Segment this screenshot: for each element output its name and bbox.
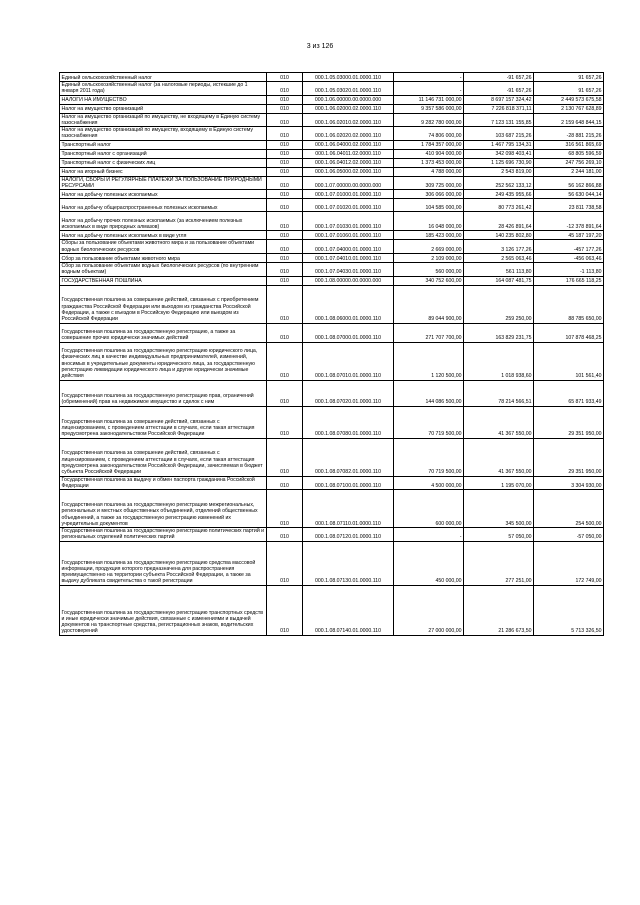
row-code: 010 <box>267 253 303 262</box>
table-row <box>60 73 604 82</box>
revenue-table <box>59 72 604 636</box>
row-executed: 164 087 481,75 <box>464 276 534 285</box>
row-unexecuted: 23 811 738,58 <box>534 199 604 212</box>
table-row <box>60 113 604 127</box>
row-name: Единый сельскохозяйственный налог <box>60 73 267 82</box>
row-name: Государственная пошлина за выдачу и обмен паспорта гражданина Российской Федерации <box>60 476 267 490</box>
row-name: Государственная пошлина за государственную регистрацию средства массовой информации, продукция которого предназначена для распространения преимущественно на территории субъекта Российской Федерации, а также за выдачу дубликата свидетельства о такой регистрации <box>60 541 267 585</box>
row-approved: - <box>394 528 464 542</box>
row-kbk: 000.1.07.00000.00.0000.000 <box>303 176 394 190</box>
row-kbk: 000.1.07.04000.01.0000.110 <box>303 240 394 254</box>
row-approved: 410 904 000,00 <box>394 149 464 158</box>
row-unexecuted: 5 713 326,50 <box>534 585 604 635</box>
row-code: 010 <box>267 167 303 176</box>
row-unexecuted: 254 500,00 <box>534 490 604 528</box>
row-executed: 2 565 063,46 <box>464 253 534 262</box>
row-approved: 104 585 000,00 <box>394 199 464 212</box>
row-code: 010 <box>267 199 303 212</box>
row-kbk: 000.1.07.04010.01.0000.110 <box>303 253 394 262</box>
row-approved: 4 788 000,00 <box>394 167 464 176</box>
row-code: 010 <box>267 113 303 127</box>
row-approved: 11 146 731 000,00 <box>394 95 464 104</box>
table-row <box>60 285 604 323</box>
row-executed: 41 367 550,00 <box>464 438 534 476</box>
row-kbk: 000.1.06.05000.02.0000.110 <box>303 167 394 176</box>
row-approved: 4 500 000,00 <box>394 476 464 490</box>
table-row <box>60 342 604 380</box>
table-row <box>60 140 604 149</box>
row-approved: 89 044 900,00 <box>394 285 464 323</box>
row-name: Налог на добычу прочих полезных ископаемых (за исключением полезных ископаемых в виде природных алмазов) <box>60 212 267 231</box>
row-kbk: 000.1.08.00000.00.0000.000 <box>303 276 394 285</box>
table-row <box>60 253 604 262</box>
row-executed: 140 235 802,80 <box>464 231 534 240</box>
row-code: 010 <box>267 212 303 231</box>
table-row <box>60 149 604 158</box>
row-executed: 57 050,00 <box>464 528 534 542</box>
row-executed: 249 435 955,66 <box>464 190 534 199</box>
row-name: ГОСУДАРСТВЕННАЯ ПОШЛИНА <box>60 276 267 285</box>
row-executed: 259 250,00 <box>464 285 534 323</box>
revenue-table-body <box>60 73 604 636</box>
row-name: Налог на имущество организаций по имуществу, не входящему в Единую систему газоснабжения <box>60 113 267 127</box>
row-executed: 28 426 891,64 <box>464 212 534 231</box>
row-approved: 16 048 000,00 <box>394 212 464 231</box>
row-code: 010 <box>267 342 303 380</box>
row-code: 010 <box>267 276 303 285</box>
row-code: 010 <box>267 95 303 104</box>
row-approved: 560 000,00 <box>394 262 464 276</box>
row-code: 010 <box>267 140 303 149</box>
row-unexecuted: -12 378 891,64 <box>534 212 604 231</box>
table-row <box>60 190 604 199</box>
row-name: НАЛОГИ, СБОРЫ И РЕГУЛЯРНЫЕ ПЛАТЕЖИ ЗА ПОЛЬЗОВАНИЕ ПРИРОДНЫМИ РЕСУРСАМИ <box>60 176 267 190</box>
row-name: Налог на игорный бизнес <box>60 167 267 176</box>
row-executed: 277 251,00 <box>464 541 534 585</box>
row-code: 010 <box>267 149 303 158</box>
row-approved: 2 109 000,00 <box>394 253 464 262</box>
row-kbk: 000.1.07.01000.01.0000.110 <box>303 190 394 199</box>
row-unexecuted: 68 805 596,59 <box>534 149 604 158</box>
row-approved: 340 752 600,00 <box>394 276 464 285</box>
row-code: 010 <box>267 380 303 406</box>
table-row <box>60 476 604 490</box>
row-kbk: 000.1.08.07130.01.0000.110 <box>303 541 394 585</box>
row-kbk: 000.1.06.04011.02.0000.110 <box>303 149 394 158</box>
row-approved: 1 784 357 000,00 <box>394 140 464 149</box>
row-kbk: 000.1.07.01060.01.0000.110 <box>303 231 394 240</box>
row-executed: -91 657,26 <box>464 82 534 96</box>
row-approved: 185 423 000,00 <box>394 231 464 240</box>
row-approved: 9 357 586 000,00 <box>394 104 464 113</box>
row-name: Транспортный налог <box>60 140 267 149</box>
row-unexecuted: 316 561 865,69 <box>534 140 604 149</box>
row-code: 010 <box>267 158 303 167</box>
row-name: Единый сельскохозяйственный налог (за налоговые периоды, истекшие до 1 января 2011 года) <box>60 82 267 96</box>
row-unexecuted: 65 871 933,49 <box>534 380 604 406</box>
row-unexecuted: 2 130 767 628,89 <box>534 104 604 113</box>
row-code: 010 <box>267 323 303 342</box>
row-name: Государственная пошлина за совершение действий, связанных с приобретением гражданства Российской Федерации или выходом из гражданства Российской Федерации, а также с въездом в Российскую Федерацию или выездом из Российской Федерации <box>60 285 267 323</box>
row-name: Государственная пошлина за государственную регистрацию политических партий и региональных отделений политических партий <box>60 528 267 542</box>
row-name: Транспортный налог с физических лиц <box>60 158 267 167</box>
row-kbk: 000.1.06.04012.02.0000.110 <box>303 158 394 167</box>
table-row <box>60 104 604 113</box>
row-executed: 8 697 157 324,42 <box>464 95 534 104</box>
table-row <box>60 323 604 342</box>
row-kbk: 000.1.06.00000.00.0000.000 <box>303 95 394 104</box>
row-executed: 345 500,00 <box>464 490 534 528</box>
table-row <box>60 95 604 104</box>
row-unexecuted: -28 881 215,26 <box>534 127 604 141</box>
row-kbk: 000.1.05.03020.01.0000.110 <box>303 82 394 96</box>
row-kbk: 000.1.08.07020.01.0000.110 <box>303 380 394 406</box>
row-kbk: 000.1.08.07100.01.0000.110 <box>303 476 394 490</box>
table-row <box>60 262 604 276</box>
row-unexecuted: -456 063,46 <box>534 253 604 262</box>
row-executed: 21 286 673,50 <box>464 585 534 635</box>
row-kbk: 000.1.07.04030.01.0000.110 <box>303 262 394 276</box>
row-kbk: 000.1.08.07000.01.0000.110 <box>303 323 394 342</box>
row-code: 010 <box>267 585 303 635</box>
row-name: Государственная пошлина за совершение действий, связанных с лицензированием, с проведением аттестации в случаях, если такая аттестация предусмотрена законодательством Российской Федерации, зачисляемая в бюджет субъекта Российской Федерации <box>60 438 267 476</box>
row-approved: 70 719 500,00 <box>394 406 464 438</box>
row-name: Транспортный налог с организаций <box>60 149 267 158</box>
row-executed: 561 113,80 <box>464 262 534 276</box>
table-row <box>60 167 604 176</box>
row-kbk: 000.1.08.06000.01.0000.110 <box>303 285 394 323</box>
row-approved: 9 282 780 000,00 <box>394 113 464 127</box>
table-row <box>60 490 604 528</box>
row-unexecuted: 56 162 866,88 <box>534 176 604 190</box>
row-unexecuted: 88 785 650,00 <box>534 285 604 323</box>
table-row <box>60 212 604 231</box>
row-approved: 271 707 700,00 <box>394 323 464 342</box>
row-unexecuted: 176 665 118,25 <box>534 276 604 285</box>
row-executed: 41 367 550,00 <box>464 406 534 438</box>
row-executed: 1 195 070,00 <box>464 476 534 490</box>
table-row <box>60 199 604 212</box>
table-row <box>60 82 604 96</box>
row-code: 010 <box>267 176 303 190</box>
row-unexecuted: 2 244 181,00 <box>534 167 604 176</box>
row-kbk: 000.1.08.07080.01.0000.110 <box>303 406 394 438</box>
row-unexecuted: 2 159 648 844,15 <box>534 113 604 127</box>
row-executed: 252 562 133,12 <box>464 176 534 190</box>
row-unexecuted: -1 113,80 <box>534 262 604 276</box>
row-executed: 7 123 131 155,85 <box>464 113 534 127</box>
row-kbk: 000.1.08.07110.01.0000.110 <box>303 490 394 528</box>
row-code: 010 <box>267 73 303 82</box>
row-code: 010 <box>267 231 303 240</box>
row-name: Налог на добычу полезных ископаемых в виде угля <box>60 231 267 240</box>
row-unexecuted: 101 561,40 <box>534 342 604 380</box>
row-name: Государственная пошлина за государственную регистрацию, а также за совершение прочих юридически значимых действий <box>60 323 267 342</box>
row-approved: 450 000,00 <box>394 541 464 585</box>
row-name: Государственная пошлина за государственную регистрацию транспортных средств и иные юридически значимые действия, связанные с изменениями и выдачей документов на транспортные средства, регистрационных знаков, водительских удостоверений <box>60 585 267 635</box>
row-kbk: 000.1.06.04000.02.0000.110 <box>303 140 394 149</box>
row-unexecuted: 91 657,26 <box>534 82 604 96</box>
row-code: 010 <box>267 490 303 528</box>
row-code: 010 <box>267 528 303 542</box>
row-kbk: 000.1.06.02010.02.0000.110 <box>303 113 394 127</box>
row-kbk: 000.1.06.02000.02.0000.110 <box>303 104 394 113</box>
table-row <box>60 585 604 635</box>
row-executed: 103 687 215,26 <box>464 127 534 141</box>
row-unexecuted: 45 187 197,20 <box>534 231 604 240</box>
row-executed: 2 543 819,00 <box>464 167 534 176</box>
row-code: 010 <box>267 476 303 490</box>
row-name: Налог на добычу общераспространенных полезных ископаемых <box>60 199 267 212</box>
table-row <box>60 231 604 240</box>
row-executed: 1 125 696 730,90 <box>464 158 534 167</box>
table-row <box>60 240 604 254</box>
row-name: Государственная пошлина за государственную регистрацию юридического лица, физических лиц в качестве индивидуальных предпринимателей, изменений, вносимых в учредительные документы юридического лица, за государственную регистрацию ликвидации юридического лица и другие юридически значимые действия <box>60 342 267 380</box>
row-unexecuted: 2 449 573 675,58 <box>534 95 604 104</box>
row-name: НАЛОГИ НА ИМУЩЕСТВО <box>60 95 267 104</box>
row-code: 010 <box>267 285 303 323</box>
row-unexecuted: 107 878 468,25 <box>534 323 604 342</box>
row-code: 010 <box>267 127 303 141</box>
table-row <box>60 541 604 585</box>
row-executed: 342 098 403,41 <box>464 149 534 158</box>
row-name: Налог на имущество организаций <box>60 104 267 113</box>
row-code: 010 <box>267 438 303 476</box>
row-executed: -91 657,26 <box>464 73 534 82</box>
row-approved: - <box>394 73 464 82</box>
row-executed: 1 467 795 134,31 <box>464 140 534 149</box>
row-kbk: 000.1.08.07120.01.0000.110 <box>303 528 394 542</box>
row-executed: 163 829 231,75 <box>464 323 534 342</box>
row-name: Государственная пошлина за государственную регистрацию межрегиональных, региональных и местных общественных объединений, отделений общественных объединений, а также за государственную регистрацию изменений их учредительных документов <box>60 490 267 528</box>
row-executed: 1 018 938,60 <box>464 342 534 380</box>
table-row <box>60 176 604 190</box>
row-kbk: 000.1.05.03000.01.0000.110 <box>303 73 394 82</box>
row-approved: 144 086 500,00 <box>394 380 464 406</box>
row-executed: 7 226 818 371,11 <box>464 104 534 113</box>
row-unexecuted: 56 630 044,14 <box>534 190 604 199</box>
table-row <box>60 406 604 438</box>
row-kbk: 000.1.08.07082.01.0000.110 <box>303 438 394 476</box>
table-row <box>60 438 604 476</box>
row-code: 010 <box>267 240 303 254</box>
row-unexecuted: -457 177,26 <box>534 240 604 254</box>
row-code: 010 <box>267 82 303 96</box>
row-kbk: 000.1.07.01020.01.0000.110 <box>303 199 394 212</box>
row-name: Налог на добычу полезных ископаемых <box>60 190 267 199</box>
row-kbk: 000.1.08.07140.01.0000.110 <box>303 585 394 635</box>
table-row <box>60 127 604 141</box>
row-approved: 600 000,00 <box>394 490 464 528</box>
row-unexecuted: 29 351 950,00 <box>534 406 604 438</box>
row-code: 010 <box>267 104 303 113</box>
row-unexecuted: 247 756 269,10 <box>534 158 604 167</box>
row-unexecuted: 29 351 950,00 <box>534 438 604 476</box>
row-name: Государственная пошлина за государственную регистрацию прав, ограничений (обременений) прав на недвижимое имущество и сделок с ним <box>60 380 267 406</box>
row-executed: 78 214 566,51 <box>464 380 534 406</box>
page-number: 3 из 126 <box>306 43 334 50</box>
table-row <box>60 528 604 542</box>
row-approved: 2 669 000,00 <box>394 240 464 254</box>
row-code: 010 <box>267 262 303 276</box>
row-name: Налог на имущество организаций по имуществу, входящему в Единую систему газоснабжения <box>60 127 267 141</box>
row-approved: 309 725 000,00 <box>394 176 464 190</box>
row-name: Сбор за пользование объектами животного мира <box>60 253 267 262</box>
row-approved: 1 120 500,00 <box>394 342 464 380</box>
row-code: 010 <box>267 406 303 438</box>
row-approved: 27 000 000,00 <box>394 585 464 635</box>
row-kbk: 000.1.08.07010.01.0000.110 <box>303 342 394 380</box>
table-row <box>60 276 604 285</box>
table-row <box>60 380 604 406</box>
row-approved: 306 066 000,00 <box>394 190 464 199</box>
row-name: Сбор за пользование объектами водных биологических ресурсов (по внутренним водным объектам) <box>60 262 267 276</box>
row-executed: 3 126 177,26 <box>464 240 534 254</box>
row-unexecuted: 172 749,00 <box>534 541 604 585</box>
row-code: 010 <box>267 541 303 585</box>
row-unexecuted: -57 050,00 <box>534 528 604 542</box>
row-name: Сборы за пользование объектами животного мира и за пользование объектами водных биологических ресурсов <box>60 240 267 254</box>
row-unexecuted: 91 657,26 <box>534 73 604 82</box>
row-code: 010 <box>267 190 303 199</box>
row-approved: 74 806 000,00 <box>394 127 464 141</box>
row-kbk: 000.1.07.01030.01.0000.110 <box>303 212 394 231</box>
row-kbk: 000.1.06.02020.02.0000.110 <box>303 127 394 141</box>
row-approved: 70 719 500,00 <box>394 438 464 476</box>
row-approved: - <box>394 82 464 96</box>
row-name: Государственная пошлина за совершение действий, связанных с лицензированием, с проведением аттестации в случаях, если такая аттестация предусмотрена законодательством Российской Федерации <box>60 406 267 438</box>
row-unexecuted: 3 304 930,00 <box>534 476 604 490</box>
table-row <box>60 158 604 167</box>
row-executed: 80 773 261,42 <box>464 199 534 212</box>
row-approved: 1 373 453 000,00 <box>394 158 464 167</box>
